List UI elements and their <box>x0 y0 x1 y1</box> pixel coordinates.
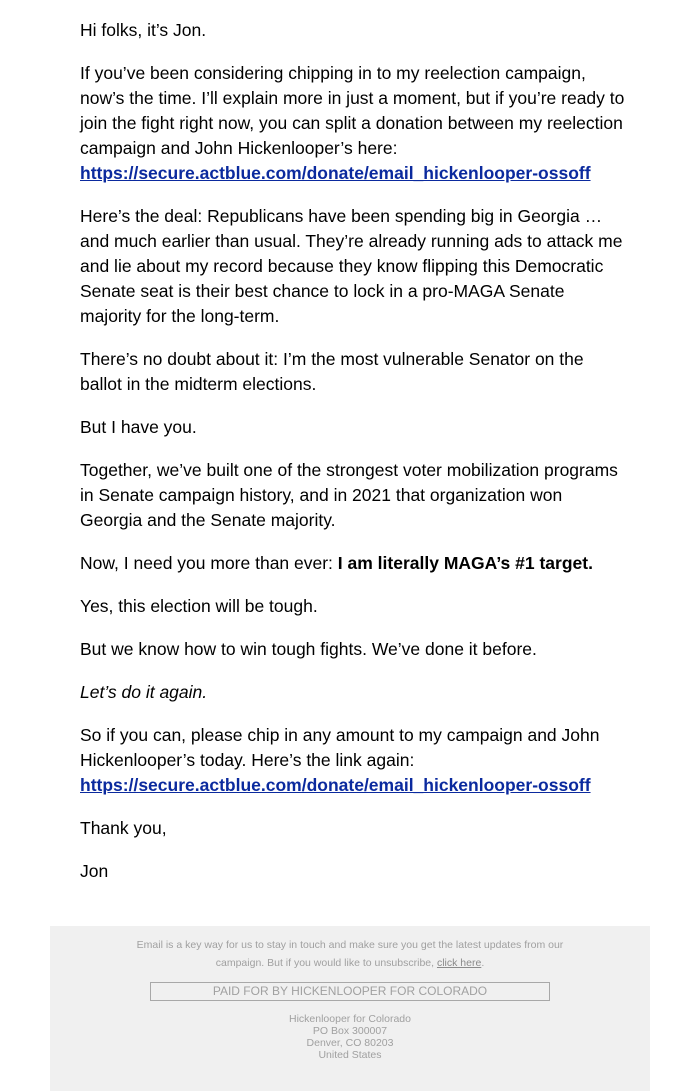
again-italic: Let’s do it again. <box>80 682 208 702</box>
signature: Jon <box>80 861 109 881</box>
email-footer <box>50 926 650 1091</box>
need-you-text: Now, I need you more than ever: <box>80 553 338 573</box>
paid-for-disclaimer: PAID FOR BY HICKENLOOPER FOR COLORADO <box>150 982 550 1001</box>
greeting: Hi folks, it’s Jon. <box>80 20 207 40</box>
chip-in-text: So if you can, please chip in any amount to my campaign and John Hickenlooper’s today. Here’s the link again: <box>80 725 600 770</box>
address-org: Hickenlooper for Colorado <box>289 1013 411 1025</box>
have-you-paragraph: But I have you. <box>80 417 197 437</box>
intro-text: If you’ve been considering chipping in to my reelection campaign, now’s the time. I’ll explain more in just a moment, but if you’re ready to join the fight right now, you can split a donation between my reelection campaign and John Hickenlooper’s here: <box>80 63 625 158</box>
mobilization-paragraph: Together, we’ve built one of the strongest voter mobilization programs in Senate campaign history, and in 2021 that organization won Georgia and the Senate majority. <box>80 460 618 530</box>
need-you-paragraph <box>80 551 625 576</box>
donate-link[interactable]: https://secure.actblue.com/donate/email_hickenlooper-ossoff <box>80 163 591 183</box>
win-paragraph: But we know how to win tough fights. We’ve done it before. <box>80 639 537 659</box>
unsubscribe-note-end: . <box>481 957 485 969</box>
again-paragraph <box>80 680 625 705</box>
closing: Thank you, <box>80 818 167 838</box>
tough-paragraph: Yes, this election will be tough. <box>80 596 318 616</box>
unsubscribe-link[interactable]: click here <box>436 957 482 969</box>
address-city: Denver, CO 80203 <box>306 1037 394 1049</box>
email-body <box>80 18 625 902</box>
address-country: United States <box>318 1049 382 1061</box>
vulnerable-paragraph: There’s no doubt about it: I’m the most vulnerable Senator on the ballot in the midterm elections. <box>80 349 584 394</box>
chip-in-paragraph <box>80 723 625 798</box>
unsubscribe-note-text: Email is a key way for us to stay in touch and make sure you get the latest updates from our campaign. But if you would like to unsubscribe, <box>136 939 564 969</box>
unsubscribe-note <box>115 936 585 972</box>
intro-paragraph <box>80 61 625 186</box>
mailing-address <box>50 1013 650 1061</box>
target-emphasis: I am literally MAGA’s #1 target. <box>337 553 593 573</box>
donate-link-2[interactable]: https://secure.actblue.com/donate/email_hickenlooper-ossoff <box>80 775 591 795</box>
address-po-box: PO Box 300007 <box>312 1025 388 1037</box>
deal-paragraph: Here’s the deal: Republicans have been spending big in Georgia … and much earlier than usual. They’re already running ads to attack me and lie about my record because they know flipping this Democratic Senate seat is their best chance to lock in a pro-MAGA Senate majority for the long-term. <box>80 206 623 326</box>
